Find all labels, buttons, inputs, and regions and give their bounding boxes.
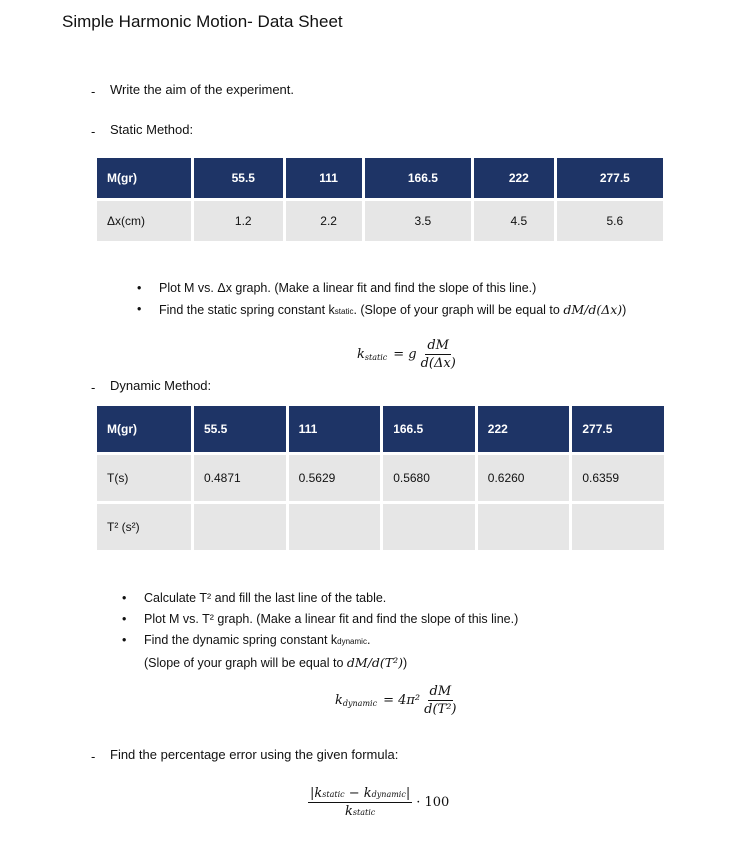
formula-factor: · 100 [416,795,450,810]
row-label: T(s) [97,455,191,501]
period-cell: 0.5680 [383,455,475,501]
period-cell: 0.4871 [194,455,286,501]
bullet-text: Find the static spring constant k [159,303,335,317]
subscript: static [352,808,376,817]
formula-symbol: k [335,693,343,708]
bullet-marker: • [122,612,127,626]
math-expression: dM/d(T²) [346,655,404,670]
formula-symbol: k [345,804,353,819]
bullet-marker: • [122,633,127,647]
subscript: dynamic [342,699,378,708]
static-mass-cell: 222 [474,158,554,198]
bullet-item [137,299,626,322]
formula-operator: = 4π² [383,693,421,708]
dash-marker: - [91,124,96,139]
static-dx-cell: 4.5 [474,201,554,241]
static-method-heading: Static Method: [110,122,194,137]
percentage-error-heading: Find the percentage error using the given formula: [110,747,399,762]
fraction-denominator: d(T²) [424,702,457,717]
formula-symbol: |k [310,786,323,801]
fraction-numerator [308,786,412,803]
row-label: M(gr) [97,406,191,452]
row-label: M(gr) [97,158,191,198]
bullet-marker: • [137,281,142,295]
dynamic-mass-cell: 222 [478,406,570,452]
dynamic-mass-cell: 277.5 [572,406,664,452]
dynamic-data-table [94,403,667,553]
static-k-formula [357,338,458,371]
period-cell: 0.5629 [289,455,381,501]
static-dx-cell: 3.5 [365,201,471,241]
formula-fraction [419,338,458,371]
bullet-item [137,278,626,299]
subscript: static [334,307,354,316]
static-mass-cell: 111 [286,158,362,198]
static-dx-cell: 2.2 [286,201,362,241]
bullet-marker: • [122,591,127,605]
dash-marker: - [91,749,96,764]
fraction-numerator: dM [429,684,452,699]
dynamic-mass-row [97,406,664,452]
dynamic-mass-cell: 55.5 [194,406,286,452]
subscript: dynamic [371,790,406,799]
dynamic-period-row [97,455,664,501]
bullet-item [122,630,518,652]
static-data-table [94,155,666,244]
period-cell: 0.6359 [572,455,664,501]
period-cell: 0.6260 [478,455,570,501]
bullet-item [122,588,518,609]
t-squared-cell[interactable] [572,504,664,550]
dash-marker: - [91,84,96,99]
bullet-text: Plot M vs. T² graph. (Make a linear fit and find the slope of this line.) [144,612,519,626]
aim-item: Write the aim of the experiment. [110,82,295,97]
static-mass-cell: 55.5 [194,158,283,198]
t-squared-cell[interactable] [478,504,570,550]
bullet-text: Calculate T² and fill the last line of the table. [144,591,387,605]
bullet-item [122,609,518,630]
row-label: Δx(cm) [97,201,191,241]
bullet-text: Find the dynamic spring constant k [144,633,338,647]
static-dx-cell: 1.2 [194,201,283,241]
dynamic-t-squared-row [97,504,664,550]
formula-symbol: | [405,786,411,801]
bullet-marker: • [137,302,142,316]
bullet-text: . (Slope of your graph will be equal to [353,303,564,317]
percentage-error-formula [308,786,449,819]
bullet-text: (Slope of your graph will be equal to [144,656,347,670]
t-squared-cell[interactable] [194,504,286,550]
bullet-text: ) [622,303,627,317]
dynamic-mass-cell: 111 [289,406,381,452]
row-label: T² (s²) [97,504,191,550]
dynamic-instructions [122,588,518,674]
formula-operator: = g [393,347,417,362]
static-instructions [137,278,626,322]
bullet-text: Plot M vs. Δx graph. (Make a linear fit and find the slope of this line.) [159,281,537,295]
formula-symbol: k [357,347,365,362]
subscript: static [322,790,345,799]
fraction-numerator: dM [427,338,449,353]
fraction-denominator: d(Δx) [420,356,456,371]
subscript: dynamic [337,637,367,646]
t-squared-cell[interactable] [383,504,475,550]
dynamic-method-heading: Dynamic Method: [110,378,212,393]
formula-fraction [308,786,412,819]
static-dx-cell: 5.6 [557,201,663,241]
static-mass-cell: 277.5 [557,158,663,198]
bullet-text: ) [403,656,408,670]
subscript: static [364,353,388,362]
formula-fraction [422,684,458,717]
bullet-text: . [366,633,371,647]
fraction-denominator [343,803,377,819]
page-title: Simple Harmonic Motion- Data Sheet [62,12,343,31]
bullet-continuation [122,652,518,674]
static-mass-cell: 166.5 [365,158,471,198]
math-expression: dM/d(Δx) [563,302,623,317]
static-displacement-row [97,201,663,241]
dash-marker: - [91,380,96,395]
formula-symbol: − k [344,786,372,801]
dynamic-k-formula [335,684,459,717]
dynamic-mass-cell: 166.5 [383,406,475,452]
t-squared-cell[interactable] [289,504,381,550]
static-mass-row [97,158,663,198]
